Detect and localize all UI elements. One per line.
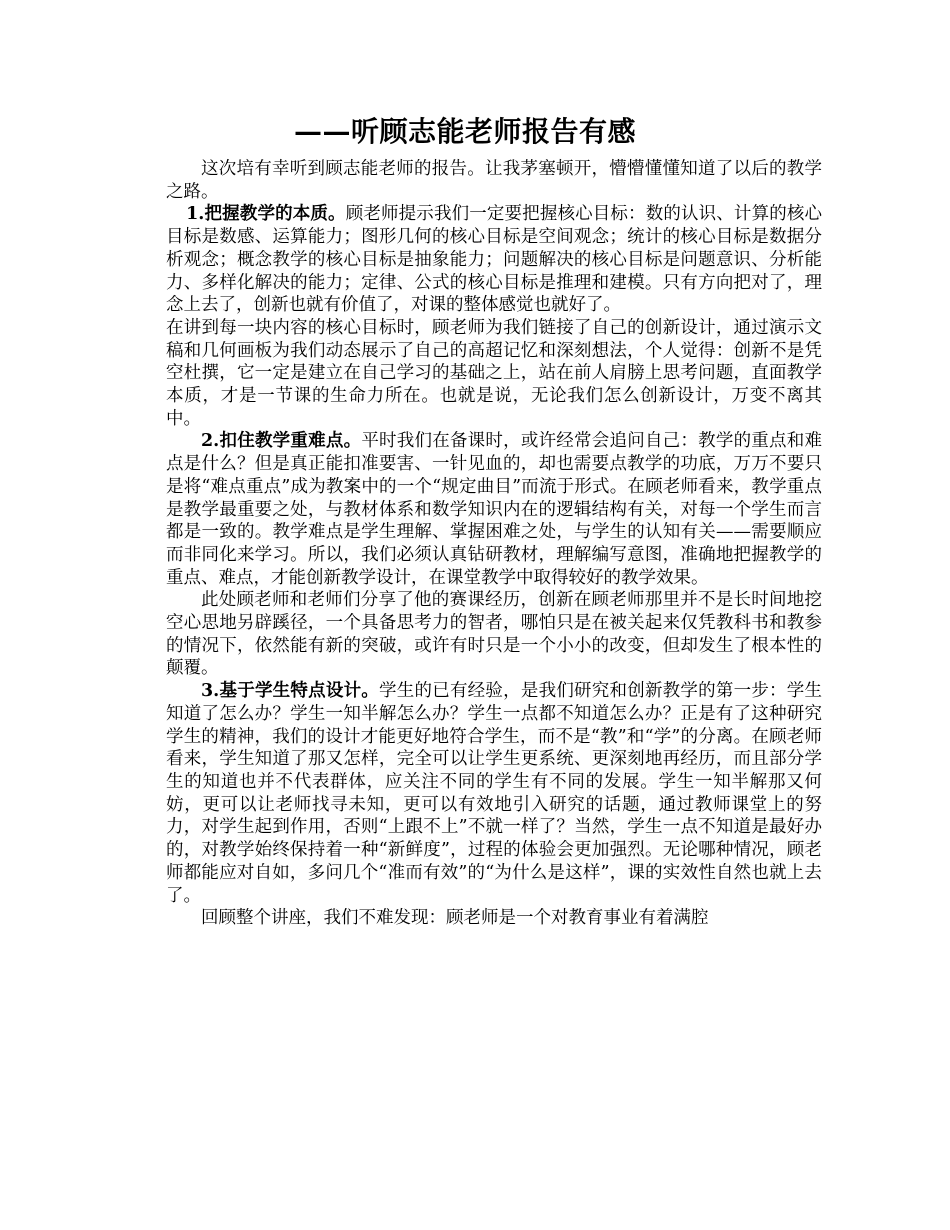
section-3-text: 学生的已有经验，是我们研究和创新教学的第一步：学生知道了怎么办？学生一知半解怎么办？学生一点都不知道怎么办？正是有了这种研究学生的精神，我们的设计才能更好地符合学生，而不是“教”和“学”的分离。在顾老师看来，学生知道了那又怎样，完全可以让学生更系统、更深刻地再经历，而且部分学生的知道也并不代表群体，应关注不同的学生有不同的发展。学生一知半解那又何妨，更可以让老师找寻未知，更可以有效地引入研究的话题，通过教师课堂上的努力，对学生起到作用，否则“上跟不上”不就一样了？当然，学生一点不知道是最好办的，对教学始终保持着一种“新鲜度”，过程的体验会更加强烈。无论哪种情况，顾老师都能应对自如，多问几个“准而有效”的“为什么是这样”，课的实效性自然也就上去了。	[166, 681, 822, 906]
document-title: ——听顾志能老师报告有感	[294, 115, 637, 148]
section-2-heading: 2.扣住教学重难点。	[201, 431, 362, 452]
section-2-text: 平时我们在备课时，或许经常会追问自己：教学的重点和难点是什么？但是真正能扣准要害、一针见血的，却也需要点教学的功底，万万不要只是将“难点重点”成为教案中的一个“规定曲目”而流于形式。在顾老师看来，教学重点是教学最重要之处，与教材体系和数学知识内在的逻辑结构有关，对每一个学生而言都是一致的。教学难点是学生理解、掌握困难之处，与学生的认知有关——需要顺应而非同化来学习。所以，我们必须认真钻研教材，理解编写意图，准确地把握教学的重点、难点，才能创新教学设计，在课堂教学中取得较好的教学效果。	[166, 431, 822, 588]
section-1-text: 顾老师提示我们一定要把握核心目标：数的认识、计算的核心目标是数感、运算能力；图形几何的核心目标是空间观念；统计的核心目标是数据分析观念；概念教学的核心目标是抽象能力；问题解决的核心目标是问题意识、分析能力、多样化解决的能力；定律、公式的核心目标是推理和建模。只有方向把对了，理念上去了，创新也就有价值了，对课的整体感觉也就好了。	[166, 204, 823, 316]
section-2-paragraph	[166, 430, 822, 589]
section-3-heading: 3.基于学生特点设计。	[201, 681, 380, 702]
section-1-heading: 1.把握教学的本质。	[186, 204, 346, 225]
section-2-followup-paragraph: 此处顾老师和老师们分享了他的赛课经历，创新在顾老师那里并不是长时间地挖空心思地另辟蹊径，一个具备思考力的智者，哪怕只是在被关起来仅凭教科书和教参的情况下，依然能有新的突破，或许有时只是一个小小的改变，但却发生了根本性的颠覆。	[166, 590, 822, 679]
intro-paragraph: 这次培有幸听到顾志能老师的报告。让我茅塞顿开，懵懵懂懂知道了以后的教学之路。	[166, 159, 822, 202]
section-1-followup-paragraph: 在讲到每一块内容的核心目标时，顾老师为我们链接了自己的创新设计，通过演示文稿和几何画板为我们动态展示了自己的高超记忆和深刻想法，个人觉得：创新不是凭空杜撰，它一定是建立在自己学习的基础之上，站在前人肩膀上思考问题，直面教学本质，才是一节课的生命力所在。也就是说，无论我们怎么创新设计，万变不离其中。	[166, 317, 822, 429]
document-page	[166, 112, 822, 930]
section-3-paragraph	[166, 680, 822, 907]
section-1-paragraph	[166, 203, 822, 317]
closing-paragraph: 回顾整个讲座，我们不难发现：顾老师是一个对教育事业有着满腔	[201, 908, 709, 929]
